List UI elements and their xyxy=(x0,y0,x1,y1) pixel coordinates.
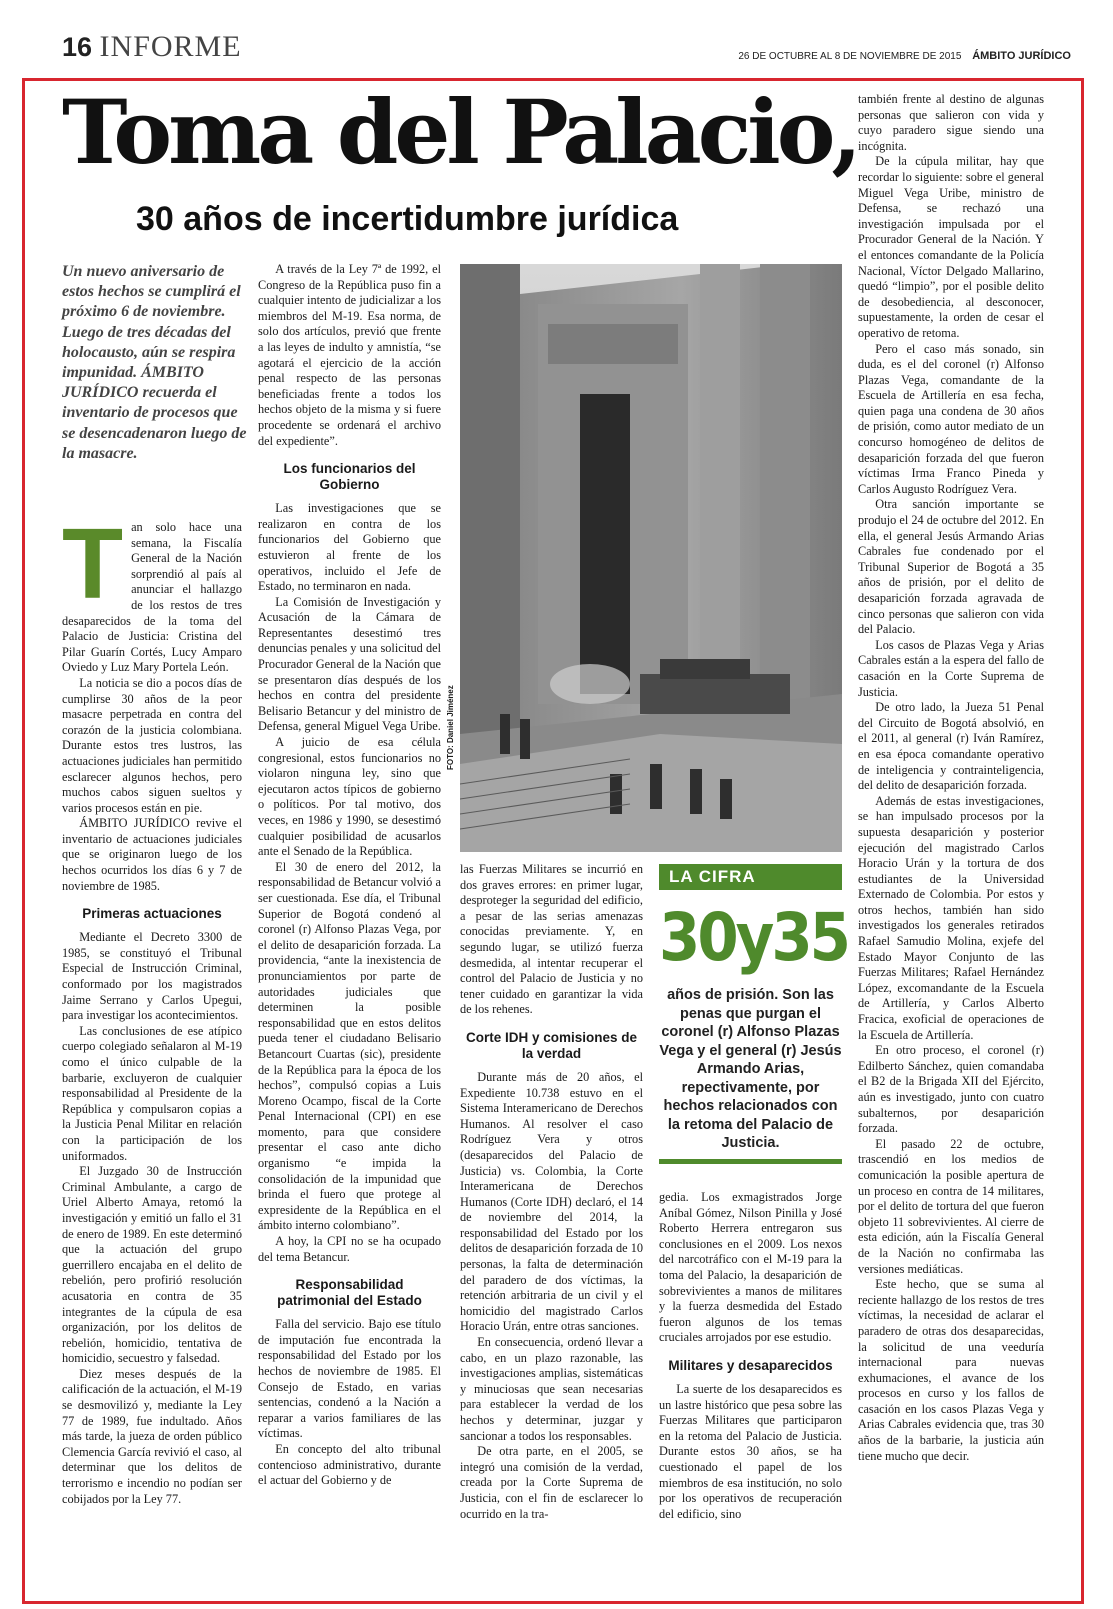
col1-paragraph-6: El Juzgado 30 de Instrucción Criminal Ambulante, a cargo de Uriel Alberto Amaya, retomó la investigación y emitió un fallo el 31 de enero de 1989. En este determinó que la actuación del grupo guerrillero encajaba en el delito de rebelión, pero profirió resolución acusatoria en contra de 35 integrantes de la cúpula de esa organización, por los delitos de rebelión, homicidio, tentativa de homicidio, secuestro y falsedad. xyxy=(62,1164,242,1366)
column-3 xyxy=(460,862,643,1522)
la-cifra-rule xyxy=(659,1159,842,1164)
subheadline: 30 años de incertidumbre jurídica xyxy=(136,200,679,238)
col5-paragraph-10: Este hecho, que se suma al reciente hallazgo de los restos de tres víctimas, la necesidad de aclarar el paradero de otras dos desaparecidas, la solicitud de una veeduría internacional para nuevas exhumaciones, el avance de los procesos en curso y los fallos de casación en los casos Plazas Vega y Arias Cabrales evidencia que, tras 30 años de la barbarie, la justicia aún tiene mucho que decir. xyxy=(858,1277,1044,1463)
col1-paragraph-7: Diez meses después de la calificación de la actuación, el M-19 se desmovilizó y, mediante la Ley 77 de 1989, fue indultado. Años más tarde, la jueza de orden público Clemencia García revivió el caso, al determinar que los delitos de terrorismo e incendio no podían ser cobijados por la Ley 77. xyxy=(62,1366,242,1506)
col2-paragraph-3: La Comisión de Investigación y Acusación de la Cámara de Representantes desestimó tres denuncias penales y una solicitud del Procurador General de la Nación que se presentaron días después de los hechos en contra del presidente Belisario Betancur y del ministro de Defensa, general Miguel Vega Uribe. xyxy=(258,594,441,734)
col5-paragraph-4: Otra sanción importante se produjo el 24 de octubre del 2012. En ella, el general Jesús Armando Arias Cabrales fue condenado por el Tribunal Superior de Bogotá a 35 años de prisión, por el delito de desaparición forzada agravada de cinco personas que salieron con vida del Palacio. xyxy=(858,497,1044,637)
subhead-primeras-actuaciones: Primeras actuaciones xyxy=(82,906,222,922)
col3-paragraph-4: De otra parte, en el 2005, se integró una comisión de la verdad, creada por la Corte Suprema de Justicia, con el fin de esclarecer lo ocurrido en la tra- xyxy=(460,1444,643,1521)
drop-cap: T xyxy=(62,508,124,620)
publication-name: ÁMBITO JURÍDICO xyxy=(972,50,1071,62)
subhead-responsabilidad-patrimonial: Responsabilidad patrimonial del Estado xyxy=(277,1277,422,1309)
col1-paragraph-2: La noticia se dio a pocos días de cumplirse 30 años de la peor masacre perpetrada en contra del corazón de la justicia colombiana. Durante estos tres lustros, las actuaciones judiciales han permitido esclarecer algunos hechos, pero muchos cabos siguen sueltos y varios procesos están en pie. xyxy=(62,675,242,815)
col5-paragraph-3: Pero el caso más sonado, sin duda, es el del coronel (r) Alfonso Plazas Vega, comandante de la Escuela de Artillería en esa fecha, quien paga una condena de 30 años de prisión, como autor mediato de un concurso homogéneo de delitos de desaparición forzada del que fueron víctimas Irma Franco Pineda y Carlos Augusto Rodríguez Vera. xyxy=(858,341,1044,496)
la-cifra-box xyxy=(659,864,848,1174)
la-cifra-tag: LA CIFRA xyxy=(659,864,842,890)
col2-paragraph-6: A hoy, la CPI no se ha ocupado del tema Betancur. xyxy=(258,1234,441,1264)
col4-paragraph-2: La suerte de los desaparecidos es un lastre histórico que pesa sobre las Fuerzas Militares que participaron en la retoma del Palacio de Justicia. Durante estos 30 años, se ha cuestionado el papel de los miembros de esa institución, no solo por los operativos de recuperación del edificio, sino xyxy=(659,1381,842,1521)
subhead-militares-desaparecidos: Militares y desaparecidos xyxy=(668,1357,833,1373)
palace-photo xyxy=(460,264,842,852)
col3-paragraph-1: las Fuerzas Militares se incurrió en dos graves errores: en primer lugar, desproteger la seguridad del edificio, a pesar de las serias amenazas conocidas previamente. Y, en segundo lugar, se utilizó fuerza desmedida, al intentar recuperar el control del Palacio de Justicia y no tener cuidado en garantizar la vida de los rehenes. xyxy=(460,862,643,1017)
col5-paragraph-1: también frente al destino de algunas personas que salieron con vida y cuyo paradero sigue siendo una incógnita. xyxy=(858,92,1044,153)
column-4 xyxy=(659,1190,842,1522)
palace-photo-illustration xyxy=(460,264,842,852)
issue-info xyxy=(738,50,1071,62)
section-name: INFORME xyxy=(99,30,242,63)
subhead-corte-idh: Corte IDH y comisiones de la verdad xyxy=(465,1029,638,1061)
column-1 xyxy=(62,508,242,1507)
col5-paragraph-6: De otro lado, la Jueza 51 Penal del Circuito de Bogotá absolvió, en el 2011, al general (r) Iván Ramírez, en esa época comandante operativo de inteligencia y contrainteligencia, del delito de desaparición forzada. xyxy=(858,700,1044,793)
col5-paragraph-9: El pasado 22 de octubre, trascendió en los medios de comunicación la posible apertura de un proceso en contra de 14 militares, por el delito de tortura del que fueron objeto 11 sobrevivientes. Al cierre de esta edición, aún la Fiscalía General de la Nación no confirmaba las versiones mediáticas. xyxy=(858,1136,1044,1276)
col1-paragraph-3: ÁMBITO JURÍDICO revive el inventario de actuaciones judiciales que se originaron luego de los hechos ocurridos los días 6 y 7 de noviembre de 1985. xyxy=(62,816,242,893)
la-cifra-number: 30y35 xyxy=(659,899,848,976)
col2-paragraph-2: Las investigaciones que se realizaron en contra de los funcionarios del Gobierno que estuvieron al frente de los operativos, incluido el Jefe de Estado, no terminaron en nada. xyxy=(258,501,441,594)
photo-credit: FOTO: Daniel Jiménez xyxy=(446,685,455,770)
col5-paragraph-5: Los casos de Plazas Vega y Arias Cabrales están a la espera del fallo de casación en la Corte Suprema de Justicia. xyxy=(858,637,1044,699)
subhead-funcionarios-gobierno: Los funcionarios del Gobierno xyxy=(283,461,416,493)
page-number: 16 xyxy=(62,32,93,62)
col2-paragraph-1: A través de la Ley 7ª de 1992, el Congreso de la República puso fin a cualquier intento de judicializar a los miembros del M-19. Esa norma, de solo dos artículos, previó que frente a las leyes de indulto y amnistía, “se agotará el ejercicio de la acción penal respecto de las personas beneficiadas frente a todos los hechos objeto de la misma y si fuere procedente se ordenará el archivo del expediente”. xyxy=(258,262,441,448)
col5-paragraph-2: De la cúpula militar, hay que recordar lo siguiente: sobre el general Miguel Vega Uribe, ministro de Defensa, se rechazó una investigación impulsada por el Procurador General de la Nación. Y el entonces comandante de la Policía Nacional, Víctor Delgado Mallarino, quedó “limpio”, por el posible delito de desobediencia, al desconocer, supuestamente, la orden de cesar el operativo de retoma. xyxy=(858,154,1044,340)
lede: Un nuevo aniversario de estos hechos se cumplirá el próximo 6 de noviembre. Luego de tres décadas del holocausto, aún se respira impunidad. ÁMBITO JURÍDICO recuerda el inventario de procesos que se desencadenaron luego de la masacre. xyxy=(62,263,247,462)
col3-paragraph-3: En consecuencia, ordenó llevar a cabo, en un plazo razonable, las investigaciones amplias, sistemáticas y minuciosas que sean necesarias para establecer la verdad de los hechos y determinar, juzgar y sancionar a todos los responsables. xyxy=(460,1335,643,1443)
col2-paragraph-7: Falla del servicio. Bajo ese título de imputación fue encontrada la responsabilidad del Estado por los hechos de noviembre de 1985. El Consejo de Estado, en varias sentencias, condenó a la Nación a reparar a varios familiares de las víctimas. xyxy=(258,1317,441,1441)
column-2 xyxy=(258,262,441,1489)
col5-paragraph-7: Además de estas investigaciones, se han impulsado procesos por la supuesta desaparición y posterior ejecución del magistrado Carlos Horacio Urán y la tortura de dos estudiantes de la Universidad Externado de Colombia. Por estos y otros hechos, también han sido investigados los generales retirados Rafael Samudio Molina, exjefe del Estado Mayor Conjunto de las Fuerzas Militares; Rafael Hernández López, excomandante de la Escuela de Artillería, y Carlos Alberto Fracica, exoficial de operaciones de la Escuela de Artillería. xyxy=(858,793,1044,1042)
column-5 xyxy=(858,92,1044,1464)
col1-paragraph-1: an solo hace una semana, la Fiscalía General de la Nación sorprendió al país al anunciar el hallazgo de los restos de tres desaparecidos de la toma del Palacio de Justicia: Cristina del Pilar Guarín Cortés, Lucy Amparo Oviedo y Luz Mary Portela León. xyxy=(62,520,242,675)
col2-paragraph-4: A juicio de esa célula congresional, estos funcionarios no violaron ninguna ley, sino que ejecutaron actos típicos de gobierno o políticos. Por tal motivo, dos veces, en 1986 y 1990, se desestimó cualquier posibilidad de acusarlos ante el Senado de la República. xyxy=(258,735,441,859)
col4-paragraph-1: gedia. Los exmagistrados Jorge Aníbal Gómez, Nilson Pinilla y José Roberto Herrera entregaron sus conclusiones en el 2009. Los nexos del narcotráfico con el M-19 para la toma del Palacio, la desaparición de sobrevivientes a manos de militares y la fuerza desmedida del Estado fueron algunos de los temas cruciales arrojados por ese estudio. xyxy=(659,1190,842,1345)
col2-paragraph-5: El 30 de enero del 2012, la responsabilidad de Betancur volvió a ser cuestionada. Ese día, el Tribunal Superior de Bogotá condenó al coronel (r) Alfonso Plazas Vega, por el delito de desaparición forzada. La providencia, “ante la inexistencia de pronunciamientos por parte de autoridades judiciales que determinen la posible responsabilidad que en estos delitos pueda tener el ciudadano Belisario Betancourt Cuartas (sic), presidente de la República para la época de los hechos”, compulsó copias a Luis Moreno Ocampo, fiscal de la Corte Penal Internacional (CPI) en ese momento, para que considere presentar el caso ante dicho organismo “e impida la consolidación de la impunidad que brinda el fuero que protege al expresidente de la República en el ámbito interno colombiano”. xyxy=(258,859,441,1233)
la-cifra-text: años de prisión. Son las penas que purgan el coronel (r) Alfonso Plazas Vega y el general (r) Jesús Armando Arias, repectivamente, por hechos relacionados con la retoma del Palacio de Justicia. xyxy=(659,987,842,1151)
col1-paragraph-5: Las conclusiones de ese atípico cuerpo colegiado señalaron al M-19 como el único culpable de la barbarie, excluyeron de cualquier responsabilidad al Presidente de la República y compulsaron copias a la Justicia Penal Militar en relación con la participación de los uniformados. xyxy=(62,1023,242,1163)
issue-date: 26 DE OCTUBRE AL 8 DE NOVIEMBRE DE 2015 xyxy=(738,51,962,62)
col2-paragraph-8: En concepto del alto tribunal contencioso administrativo, durante el actuar del Gobierno y de xyxy=(258,1441,441,1488)
page-folio xyxy=(62,30,242,64)
col3-paragraph-2: Durante más de 20 años, el Expediente 10.738 estuvo en el Sistema Interamericano de Derechos Humanos. Al resolver el caso Rodríguez Vera y otros (desaparecidos del Palacio de Justicia) vs. Colombia, la Corte Interamericana de Derechos Humanos (Corte IDH) declaró, el 14 de noviembre del 2014, la responsabilidad del Estado por los delitos de desaparición forzada de 10 personas, la falta de determinación del paradero de dos víctimas, la retención arbitraria de un civil y el homicidio del magistrado Carlos Horacio Urán, entre otras sanciones. xyxy=(460,1069,643,1334)
col1-paragraph-4: Mediante el Decreto 3300 de 1985, se constituyó el Tribunal Especial de Instrucción Criminal, conformado por los magistrados Jaime Serrano y Carlos Upegui, para investigar los acontecimientos. xyxy=(62,930,242,1023)
col5-paragraph-8: En otro proceso, el coronel (r) Edilberto Sánchez, quien comandaba el B2 de la Brigada XII del Ejército, aún es investigado, junto con cuatro subalternos, por desaparición forzada. xyxy=(858,1043,1044,1136)
headline: Toma del Palacio, xyxy=(62,80,859,184)
